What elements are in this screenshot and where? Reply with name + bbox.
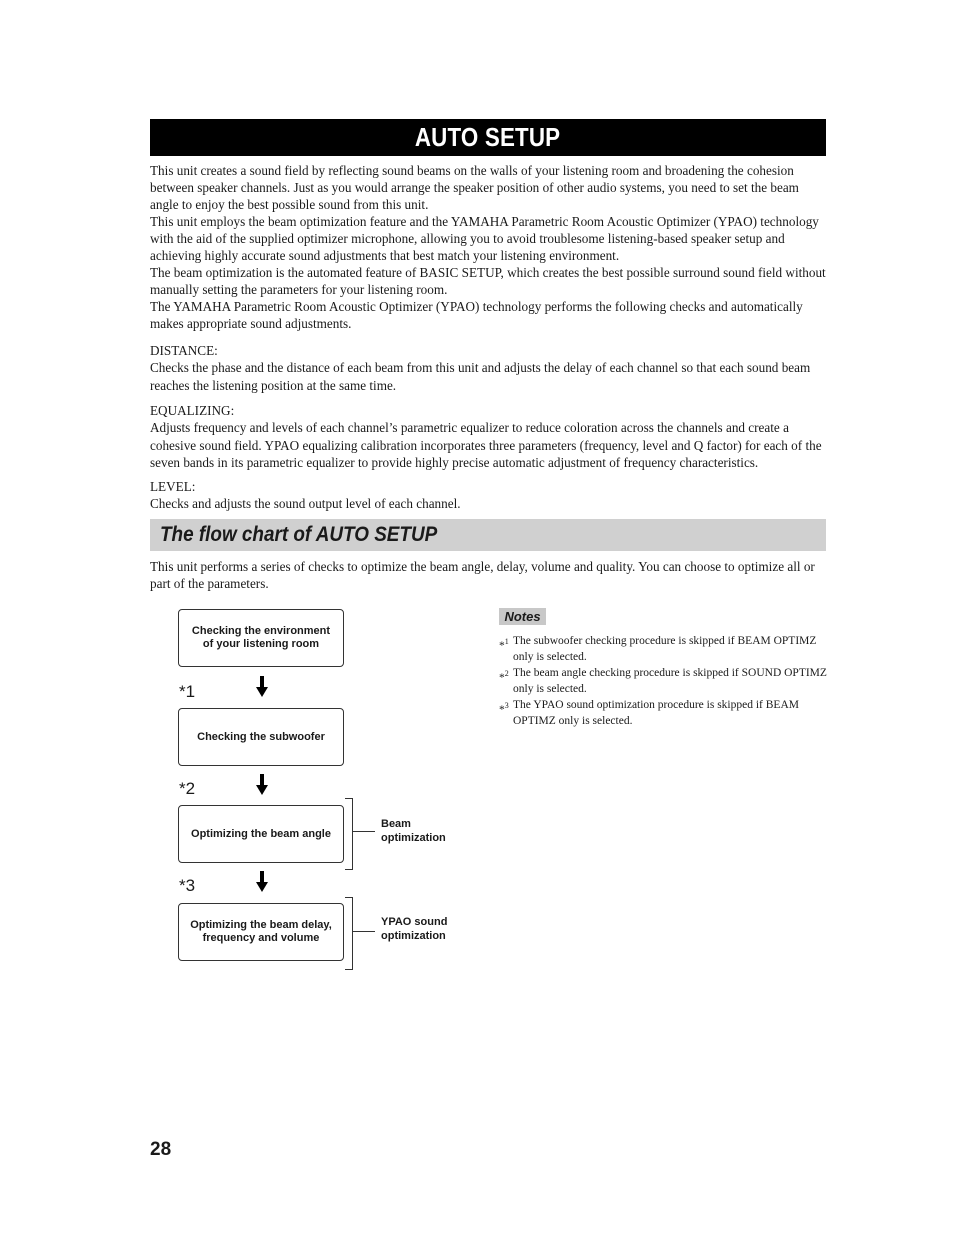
flow-step-environment: Checking the environment of your listening room (178, 609, 344, 667)
flow-step-beam-angle: Optimizing the beam angle (178, 805, 344, 863)
check-level (150, 478, 830, 513)
page-number: 28 (150, 1139, 172, 1160)
note-item (499, 666, 829, 697)
flow-marker: *2 (179, 779, 196, 798)
note-item (499, 634, 829, 665)
flow-step-subwoofer: Checking the subwoofer (178, 708, 344, 766)
check-heading: EQUALIZING: (150, 403, 235, 418)
note-text: The subwoofer checking procedure is skipped if BEAM OPTIMZ only is selected. (513, 635, 817, 663)
bracket-ypao-optimization (345, 897, 353, 970)
note-item (499, 698, 829, 729)
flow-marker: *3 (179, 876, 196, 895)
check-text: Adjusts frequency and levels of each channel’s parametric equalizer to reduce coloration across the channels and create a cohesive sound field. YPAO equalizing calibration incorporates three parameters (frequency, level and Q factor) for each of the seven bands in its parametric equalizer to provide highly precise automatic adjustment of frequency characteristics. (150, 420, 822, 470)
note-text: The beam angle checking procedure is skipped if SOUND OPTIMZ only is selected. (513, 667, 827, 695)
note-marker: *$^1$ (499, 637, 509, 652)
flow-marker: *1 (179, 682, 196, 701)
note-marker: *$^3$ (499, 701, 509, 716)
check-equalizing (150, 402, 830, 471)
note-text: The YPAO sound optimization procedure is skipped if BEAM OPTIMZ only is selected. (513, 699, 799, 727)
check-heading: LEVEL: (150, 479, 196, 494)
flow-step-delay-frequency-volume: Optimizing the beam delay, frequency and volume (178, 903, 344, 961)
bracket-beam-optimization (345, 798, 353, 870)
check-heading: DISTANCE: (150, 343, 218, 358)
intro-paragraph: This unit employs the beam optimization feature and the YAMAHA Parametric Room Acoustic Optimizer (YPAO) technology with the aid of the supplied optimizer microphone, allowing you to avoid troublesome listening-based speaker setup and achieving highly accurate sound adjustments that best match your listening environment. (150, 214, 819, 263)
intro-paragraph: The YAMAHA Parametric Room Acoustic Optimizer (YPAO) technology performs the following checks and automatically makes appropriate sound adjustments. (150, 299, 803, 331)
check-distance (150, 342, 830, 394)
bracket-connector (353, 831, 375, 832)
check-text: Checks and adjusts the sound output level of each channel. (150, 496, 461, 512)
intro-text (150, 162, 828, 332)
check-text: Checks the phase and the distance of each beam from this unit and adjusts the delay of each channel so that each sound beam reaches the listening position at the same time. (150, 360, 811, 393)
notes-label: Notes (499, 608, 546, 625)
flow-intro: This unit performs a series of checks to optimize the beam angle, delay, volume and quality. You can choose to optimize all or part of the parameters. (150, 559, 815, 591)
intro-paragraph: The beam optimization is the automated feature of BASIC SETUP, which creates the best possible surround sound field without manually setting the parameters for your listening room. (150, 265, 826, 297)
group-label-beam-optimization: Beam optimization (381, 818, 446, 844)
section-title: The flow chart of AUTO SETUP (150, 519, 826, 551)
bracket-connector (353, 931, 375, 932)
intro-paragraph: This unit creates a sound field by reflecting sound beams on the walls of your listening room and broadening the cohesion between speaker channels. Just as you would arrange the speaker position of other audio systems, you need to set the beam angle to enjoy the best possible sound from this unit. (150, 163, 799, 212)
page-title: AUTO SETUP (150, 119, 826, 156)
group-label-ypao-optimization: YPAO sound optimization (381, 916, 448, 942)
note-marker: *$^2$ (499, 669, 509, 684)
